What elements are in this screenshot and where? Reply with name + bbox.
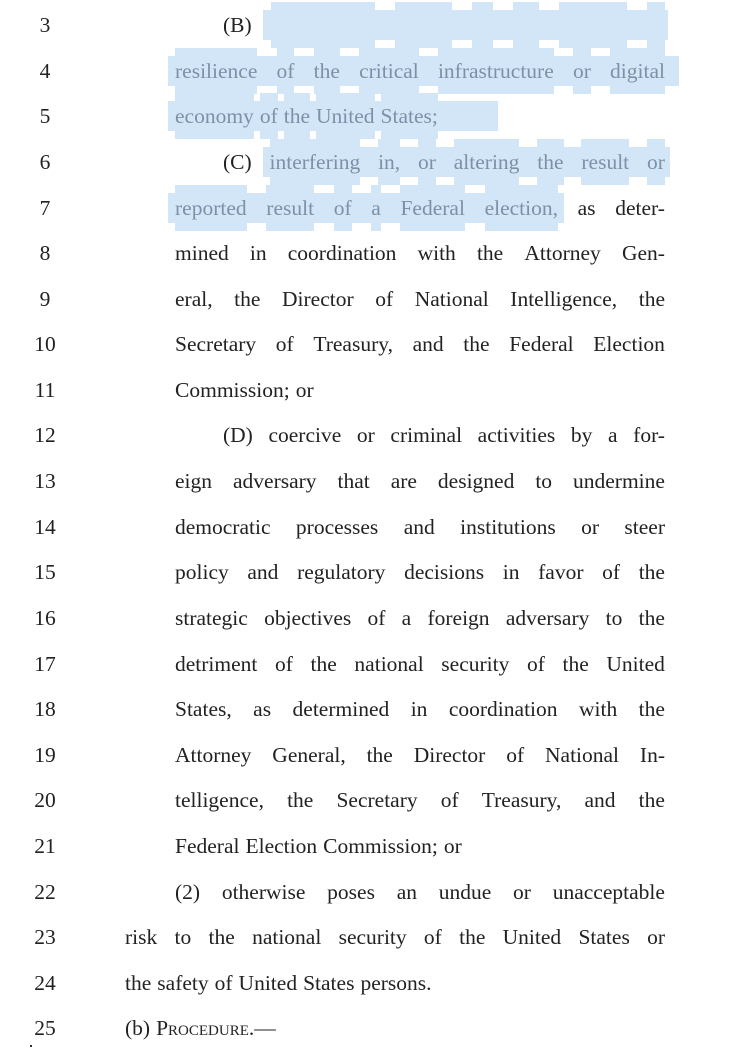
line-text [175, 777, 665, 823]
bill-line [0, 641, 744, 687]
bill-line [0, 686, 744, 732]
word: objectives [264, 606, 352, 630]
text-selection-highlight [263, 10, 668, 40]
highlighted-word: election, [485, 185, 558, 231]
line-text [175, 595, 665, 641]
word: in [502, 560, 520, 584]
word: (B) [223, 13, 252, 37]
word: designed [437, 469, 515, 493]
line-text [175, 869, 665, 915]
word: of [526, 652, 545, 676]
line-text [175, 367, 314, 413]
bill-line [0, 93, 744, 139]
line-number: 7 [39, 196, 51, 220]
word: States, [175, 697, 232, 721]
word: Attorney [524, 241, 601, 265]
word: deter- [615, 196, 665, 220]
bill-line [0, 367, 744, 413]
word: of [367, 606, 386, 630]
bill-line [0, 412, 744, 458]
line-text [175, 48, 665, 94]
highlighted-word: resilience [175, 48, 257, 94]
word: the [459, 925, 486, 949]
word: regulatory [297, 560, 386, 584]
line-number: 11 [34, 378, 56, 402]
highlighted-word: of [277, 48, 295, 94]
word: Treasury, [481, 788, 562, 812]
line-number: 13 [34, 469, 56, 493]
word: of [214, 971, 233, 995]
word: Gen- [621, 241, 665, 265]
word: or [356, 423, 375, 447]
word: the [476, 241, 504, 265]
line-number: 9 [39, 287, 51, 311]
highlighted-word: the [314, 48, 340, 94]
line-text [175, 185, 665, 231]
word: processes [295, 515, 379, 539]
word: a [608, 423, 618, 447]
word: Treasury, [313, 332, 393, 356]
word: of [423, 925, 442, 949]
highlighted-word: or [418, 139, 436, 185]
highlighted-word: States; [381, 93, 438, 139]
line-number: 24 [34, 971, 56, 995]
line-number: 21 [34, 834, 56, 858]
word: of [275, 652, 293, 676]
line-text [175, 276, 665, 322]
bill-line [0, 595, 744, 641]
word: steer [624, 515, 665, 539]
word: and [403, 515, 435, 539]
word: the [208, 925, 235, 949]
highlighted-word: reported [175, 185, 247, 231]
word: United [606, 652, 665, 676]
line-text [175, 93, 438, 139]
word: or [647, 925, 665, 949]
bill-line [0, 230, 744, 276]
word: National [545, 743, 620, 767]
word: to [535, 469, 553, 493]
line-number: 4 [39, 59, 51, 83]
word: a [401, 606, 412, 630]
word: Commission; [323, 834, 438, 858]
bill-line [0, 458, 744, 504]
line-number: 23 [34, 925, 56, 949]
word: the [638, 560, 665, 584]
word: coordination [448, 697, 558, 721]
bill-line [0, 504, 744, 550]
word: otherwise [221, 880, 306, 904]
word: of [440, 788, 459, 812]
bill-line [0, 732, 744, 778]
word: and [247, 560, 279, 584]
word: or [295, 378, 314, 402]
word: decisions [404, 560, 485, 584]
line-text [175, 686, 665, 732]
word: Election [593, 332, 665, 356]
word: institutions [460, 515, 556, 539]
word: activities [477, 423, 556, 447]
bill-line [0, 185, 744, 231]
word: to [174, 925, 192, 949]
word: as [253, 697, 272, 721]
word: of [375, 287, 394, 311]
line-text [175, 732, 665, 778]
line-text [175, 230, 665, 276]
line-number: 3 [39, 13, 51, 37]
highlighted-word: a [371, 185, 381, 231]
word: the [234, 287, 261, 311]
line-text [223, 139, 665, 185]
stray-mark [30, 1045, 32, 1047]
word: safety [157, 971, 209, 995]
word: eral, [175, 287, 213, 311]
word: policy [175, 560, 229, 584]
line-number: 10 [34, 332, 56, 356]
word: of [506, 743, 525, 767]
word: unacceptable [552, 880, 665, 904]
line-text [175, 549, 665, 595]
word: by [570, 423, 593, 447]
highlighted-word: result [581, 139, 629, 185]
line-text [175, 823, 462, 869]
word: United [502, 925, 562, 949]
word: United [238, 971, 298, 995]
word: and [412, 332, 444, 356]
word: criminal [390, 423, 463, 447]
word: Federal [175, 834, 240, 858]
word: with [578, 697, 618, 721]
bill-line [0, 960, 744, 1006]
word: strategic [175, 606, 248, 630]
word: to [605, 606, 623, 630]
word: risk [125, 925, 158, 949]
line-text [175, 321, 665, 367]
line-text [125, 914, 665, 960]
highlighted-word: critical [359, 48, 419, 94]
word: (C) [223, 150, 252, 174]
word: the [366, 743, 393, 767]
word: Secretary [175, 332, 257, 356]
word: telligence, [175, 788, 264, 812]
highlighted-word: altering [454, 139, 520, 185]
word: Commission; [175, 378, 290, 402]
line-text [125, 1005, 276, 1051]
word: or [443, 834, 462, 858]
line-text [175, 458, 665, 504]
bill-line [0, 48, 744, 94]
word: foreign [427, 606, 490, 630]
word: an [396, 880, 417, 904]
word: the [638, 788, 665, 812]
highlighted-word: the [284, 93, 310, 139]
section-heading: Procedure.— [156, 1016, 276, 1040]
word: Intelligence, [510, 287, 618, 311]
highlighted-word: or [573, 48, 591, 94]
bill-line [0, 869, 744, 915]
word: General, [272, 743, 346, 767]
word: poses [327, 880, 375, 904]
line-number: 18 [34, 697, 56, 721]
word: for- [633, 423, 665, 447]
word: and [584, 788, 616, 812]
line-number: 16 [34, 606, 56, 630]
word: in [249, 241, 267, 265]
word: adversary [232, 469, 317, 493]
word: States [578, 925, 630, 949]
word: the [638, 697, 665, 721]
word: of [602, 560, 621, 584]
word: as [577, 196, 596, 220]
word: Attorney [175, 743, 252, 767]
line-text [125, 960, 432, 1006]
bill-line [0, 139, 744, 185]
word: or [581, 515, 600, 539]
word: Election [245, 834, 318, 858]
word: the [638, 287, 665, 311]
word: in [410, 697, 428, 721]
word: determined [292, 697, 390, 721]
word: of [275, 332, 294, 356]
word: adversary [505, 606, 590, 630]
line-number: 6 [39, 150, 51, 174]
line-number: 12 [34, 423, 56, 447]
line-number: 22 [34, 880, 56, 904]
word: security [441, 652, 510, 676]
line-text [223, 412, 665, 458]
word: (D) [223, 423, 253, 447]
word: favor [538, 560, 584, 584]
highlighted-word: economy [175, 93, 254, 139]
word: that [337, 469, 370, 493]
highlighted-word: the [537, 139, 563, 185]
highlighted-word: result [266, 185, 314, 231]
highlighted-word: or [647, 139, 665, 185]
word: (b) [125, 1016, 151, 1040]
line-number: 20 [34, 788, 56, 812]
bill-line [0, 823, 744, 869]
word: coordination [287, 241, 397, 265]
line-number: 15 [34, 560, 56, 584]
highlighted-word: digital [610, 48, 665, 94]
word: undermine [573, 469, 665, 493]
word: are [390, 469, 417, 493]
bill-line [0, 549, 744, 595]
line-number: 14 [34, 515, 56, 539]
word: States [303, 971, 355, 995]
word: National [414, 287, 489, 311]
word: the [125, 971, 152, 995]
word: coercive [268, 423, 342, 447]
word: or [513, 880, 531, 904]
line-text [175, 641, 665, 687]
word: (2) [175, 880, 201, 904]
word: national [252, 925, 322, 949]
word: undue [438, 880, 492, 904]
bill-line [0, 914, 744, 960]
word: the [638, 606, 665, 630]
line-text [175, 504, 665, 550]
line-number: 19 [34, 743, 56, 767]
line-number: 8 [39, 241, 51, 265]
line-number: 25 [34, 1016, 56, 1040]
word: the [310, 652, 337, 676]
line-number: 5 [39, 104, 51, 128]
highlighted-word: United [316, 93, 375, 139]
word: the [562, 652, 589, 676]
word: In- [639, 743, 665, 767]
highlighted-word: interfering [270, 139, 361, 185]
bill-line [0, 321, 744, 367]
word: Secretary [336, 788, 418, 812]
highlighted-word: infrastructure [438, 48, 554, 94]
word: persons. [360, 971, 432, 995]
highlighted-word: of [334, 185, 352, 231]
highlighted-word: of [260, 93, 278, 139]
word: national [354, 652, 424, 676]
word: security [338, 925, 407, 949]
line-number: 17 [34, 652, 56, 676]
highlighted-word: in, [378, 139, 400, 185]
word: mined [175, 241, 229, 265]
word: democratic [175, 515, 271, 539]
word: Director [413, 743, 486, 767]
word: detriment [175, 652, 258, 676]
bill-line [0, 777, 744, 823]
word: Director [282, 287, 354, 311]
highlighted-word: Federal [400, 185, 464, 231]
bill-line [0, 1005, 744, 1051]
word: Federal [509, 332, 574, 356]
word: the [287, 788, 314, 812]
word: eign [175, 469, 213, 493]
word: with [417, 241, 456, 265]
bill-line [0, 276, 744, 322]
word: the [463, 332, 490, 356]
